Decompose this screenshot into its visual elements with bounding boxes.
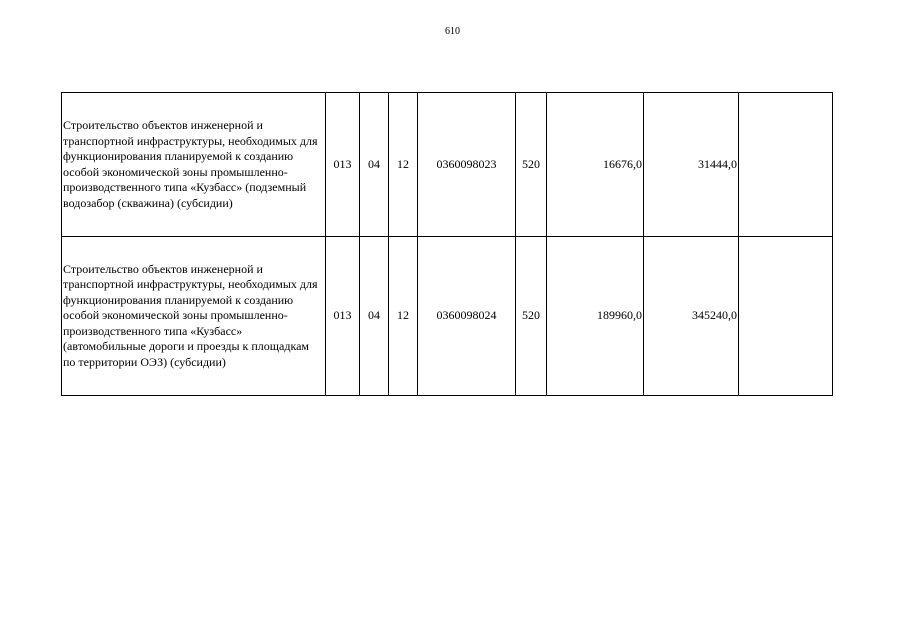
subsection-code: 12 — [389, 237, 418, 396]
section-code: 04 — [360, 237, 389, 396]
table-row — [62, 237, 833, 396]
sum-year-2: 345240,0 — [644, 237, 739, 396]
expense-type-code: 520 — [516, 237, 547, 396]
subsection-code: 12 — [389, 93, 418, 237]
table-row — [62, 93, 833, 237]
sum-year-1: 189960,0 — [547, 237, 644, 396]
budget-table — [61, 92, 833, 396]
expense-type-code: 520 — [516, 93, 547, 237]
sum-year-1: 16676,0 — [547, 93, 644, 237]
target-article-code: 0360098023 — [418, 93, 516, 237]
row-name: Строительство объектов инженерной и транспортной инфраструктуры, необходимых для функционирования планируемой к созданию особой экономической зоны промышленно-производственного типа «Кузбасс» (автомобильные дороги и проезды к площадкам по территории ОЭЗ) (субсидии) — [62, 237, 326, 396]
sum-year-3 — [739, 93, 833, 237]
sum-year-3 — [739, 237, 833, 396]
target-article-code: 0360098024 — [418, 237, 516, 396]
ministry-code: 013 — [326, 237, 360, 396]
page-number: 610 — [445, 26, 460, 37]
row-name: Строительство объектов инженерной и транспортной инфраструктуры, необходимых для функционирования планируемой к созданию особой экономической зоны промышленно-производственного типа «Кузбасс» (подземный водозабор (скважина) (субсидии) — [62, 93, 326, 237]
sum-year-2: 31444,0 — [644, 93, 739, 237]
section-code: 04 — [360, 93, 389, 237]
ministry-code: 013 — [326, 93, 360, 237]
